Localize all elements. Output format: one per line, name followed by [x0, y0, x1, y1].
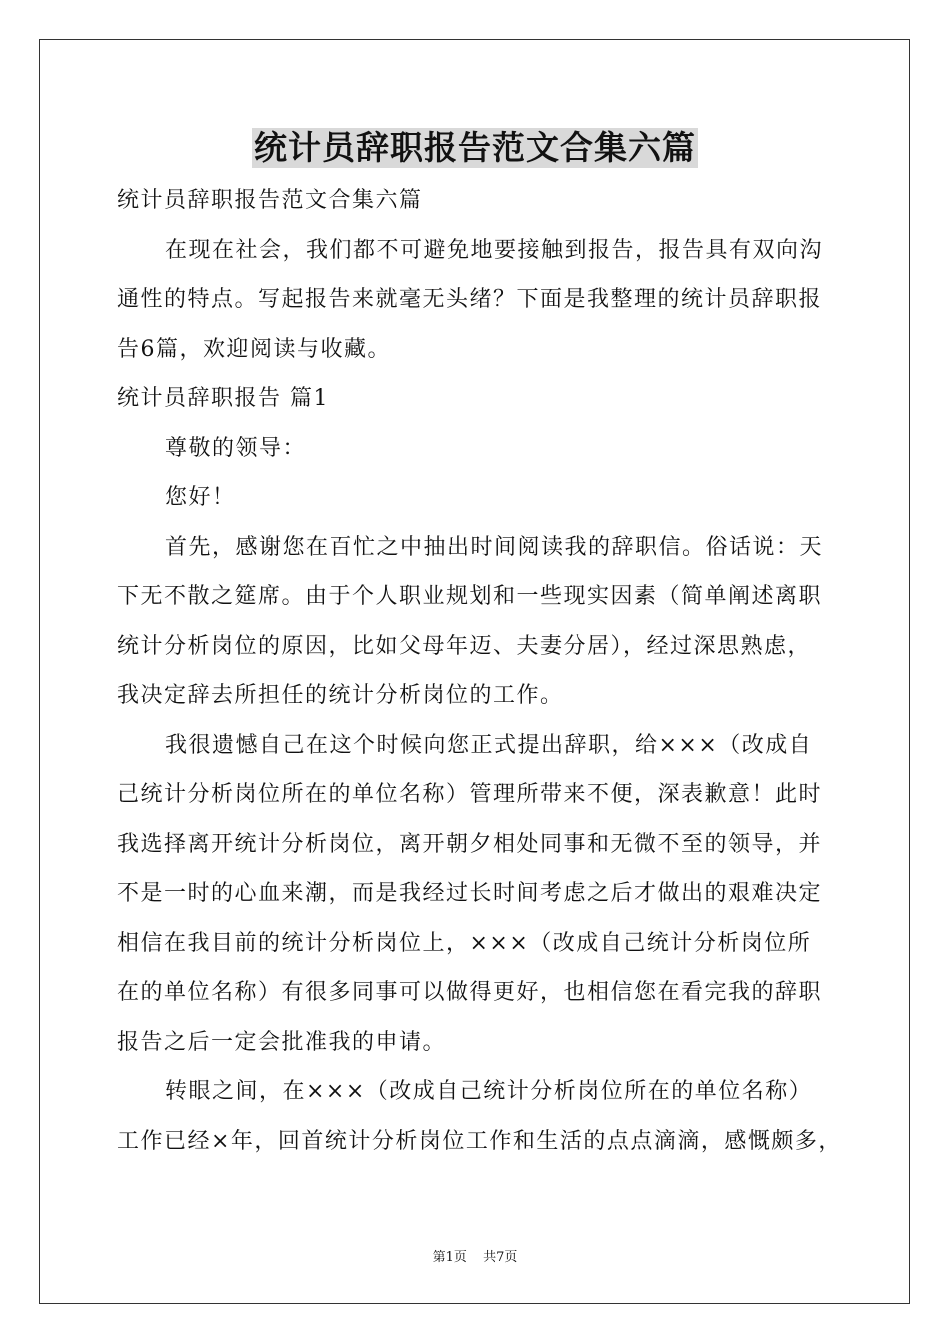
text-line: 转眼之间，在×××（改成自己统计分析岗位所在的单位名称） — [165, 1079, 813, 1104]
title-container — [0, 128, 950, 168]
document-title: 统计员辞职报告范文合集六篇 — [254, 128, 696, 167]
page-total: 共7页 — [483, 1250, 518, 1265]
text-line: 工作已经×年，回首统计分析岗位工作和生活的点点滴滴，感慨颇多， — [117, 1128, 842, 1154]
text-line: 我选择离开统计分析岗位，离开朝夕相处同事和无微不至的领导，并 — [117, 831, 823, 857]
text-line: 报告之后一定会批准我的申请。 — [117, 1029, 447, 1055]
text-line: 我决定辞去所担任的统计分析岗位的工作。 — [117, 683, 564, 708]
text-line: 在的单位名称）有很多同事可以做得更好，也相信您在看完我的辞职 — [117, 980, 823, 1005]
text-line: 告6篇，欢迎阅读与收藏。 — [117, 336, 391, 362]
text-line: 统计员辞职报告 篇1 — [117, 386, 329, 411]
text-line: 己统计分析岗位所在的单位名称）管理所带来不便，深表歉意！此时 — [117, 782, 823, 807]
text-line: 在现在社会，我们都不可避免地要接触到报告，报告具有双向沟 — [165, 237, 824, 263]
text-line: 我很遗憾自己在这个时候向您正式提出辞职，给×××（改成自 — [165, 732, 813, 758]
page-number: 第1页 — [432, 1250, 467, 1265]
text-line: 首先，感谢您在百忙之中抽出时间阅读我的辞职信。俗话说：天 — [165, 534, 824, 560]
text-line: 不是一时的心血来潮，而是我经过长时间考虑之后才做出的艰难决定 — [117, 881, 823, 906]
page-footer — [0, 1246, 950, 1265]
text-line: 通性的特点。写起报告来就毫无头绪？下面是我整理的统计员辞职报 — [117, 287, 823, 312]
text-line: 您好！ — [165, 485, 236, 510]
document-body — [117, 176, 842, 1166]
text-line: 下无不散之筵席。由于个人职业规划和一些现实因素（简单阐述离职 — [117, 584, 823, 609]
text-line: 统计员辞职报告范文合集六篇 — [117, 188, 423, 213]
text-line: 尊敬的领导： — [165, 435, 307, 461]
text-line: 相信在我目前的统计分析岗位上，×××（改成自己统计分析岗位所 — [117, 930, 812, 956]
text-line: 统计分析岗位的原因，比如父母年迈、夫妻分居），经过深思熟虑， — [117, 633, 812, 659]
